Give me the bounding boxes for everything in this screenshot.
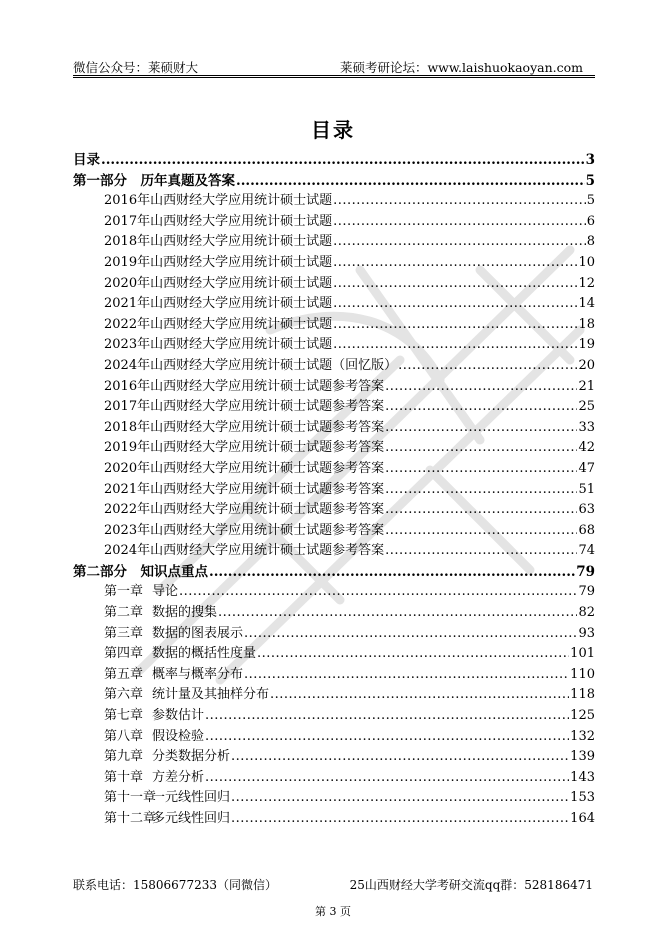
toc-entry-title (104, 644, 256, 665)
toc-page-number: 68 (578, 522, 595, 538)
toc-dot-leader (236, 171, 585, 192)
footer-qq-group: 25山西财经大学考研交流qq群：528186471 (349, 878, 593, 892)
toc-page-number: 82 (578, 605, 595, 621)
toc-page-number: 42 (578, 440, 595, 456)
toc-chapter-number: 第二章 (104, 605, 144, 621)
toc-entry-title: 2016年山西财经大学应用统计硕士试题 (104, 193, 333, 209)
toc-entry[interactable] (73, 788, 595, 809)
toc-entry-title (104, 603, 217, 624)
toc-dot-leader (333, 335, 577, 356)
toc-entry-title: 目录 (73, 152, 100, 168)
toc-entry[interactable] (73, 356, 595, 377)
toc-entry[interactable] (73, 644, 595, 665)
toc-chapter-number: 第十二章 (104, 811, 157, 826)
toc-chapter-title: 统计量及其抽样分布 (152, 687, 270, 703)
toc-entry[interactable] (73, 541, 595, 562)
toc-chapter-number: 第十一章 (104, 790, 157, 806)
toc-page-number: 110 (570, 666, 595, 682)
toc-entry-title: 2023年山西财经大学应用统计硕士试题 (104, 337, 333, 353)
toc-entry-title: 2018年山西财经大学应用统计硕士试题参考答案 (104, 419, 385, 435)
toc-dot-leader (218, 603, 577, 624)
toc-entry[interactable] (73, 418, 595, 439)
toc-entry-title: 2018年山西财经大学应用统计硕士试题 (104, 234, 333, 250)
toc-entry-title (104, 665, 243, 686)
toc-page-number: 143 (570, 769, 595, 785)
toc-dot-leader (205, 706, 569, 727)
toc-page-number: 164 (570, 811, 595, 826)
toc-entry[interactable] (73, 253, 595, 274)
toc-page-number: 14 (578, 296, 595, 312)
toc-page-number: 19 (578, 337, 595, 353)
toc-entry[interactable] (73, 191, 595, 212)
toc-chapter-number: 第八章 (104, 728, 144, 744)
toc-dot-leader (257, 644, 569, 665)
toc-entry[interactable] (73, 768, 595, 789)
toc-chapter-number: 第十章 (104, 769, 144, 785)
toc-entry[interactable] (73, 809, 595, 830)
toc-entry[interactable] (73, 171, 595, 192)
toc-entry-title: 2024年山西财经大学应用统计硕士试题（回忆版） (104, 357, 398, 373)
toc-page-number: 6 (586, 213, 595, 229)
toc-entry-title: 2019年山西财经大学应用统计硕士试题 (104, 254, 333, 270)
toc-entry-title: 2016年山西财经大学应用统计硕士试题参考答案 (104, 378, 385, 394)
toc-entry[interactable] (73, 274, 595, 295)
toc-chapter-title: 数据的搜集 (152, 605, 218, 621)
toc-chapter-number: 第七章 (104, 708, 144, 724)
toc-chapter-number: 第四章 (104, 646, 144, 662)
toc-chapter-title: 多元线性回归 (152, 811, 231, 826)
toc-chapter-title: 方差分析 (152, 769, 205, 785)
toc-dot-leader (385, 418, 577, 439)
toc-page-number: 139 (570, 749, 595, 765)
toc-chapter-number: 第五章 (104, 666, 144, 682)
toc-page-number: 10 (578, 254, 595, 270)
toc-chapter-title: 导论 (152, 584, 179, 600)
toc-entry-title: 2021年山西财经大学应用统计硕士试题 (104, 296, 333, 312)
toc-entry-title (104, 788, 230, 809)
toc-chapter-number: 第三章 (104, 625, 144, 641)
toc-dot-leader (398, 356, 577, 377)
toc-dot-leader (333, 315, 577, 336)
toc-dot-leader (333, 274, 577, 295)
toc-entry-title: 2017年山西财经大学应用统计硕士试题参考答案 (104, 399, 385, 415)
toc-dot-leader (385, 459, 577, 480)
header-rule (73, 75, 595, 76)
toc-page-number: 51 (578, 481, 595, 497)
toc-page-number: 21 (578, 378, 595, 394)
toc-entry-title (104, 706, 204, 727)
toc-entry[interactable] (73, 562, 595, 583)
toc-chapter-title: 分类数据分析 (152, 749, 231, 765)
toc-entry[interactable] (73, 706, 595, 727)
toc-entry-title: 2023年山西财经大学应用统计硕士试题参考答案 (104, 522, 385, 538)
toc-dot-leader (385, 521, 577, 542)
toc-page-number: 153 (570, 790, 595, 806)
toc-page-number: 8 (586, 234, 595, 250)
toc-entry-title: 第一部分 历年真题及答案 (73, 172, 235, 189)
toc-entry-title: 2022年山西财经大学应用统计硕士试题参考答案 (104, 502, 385, 518)
toc-dot-leader (385, 541, 577, 562)
toc-dot-leader (270, 685, 569, 706)
toc-page-number: 79 (576, 563, 595, 580)
toc-dot-leader (101, 150, 585, 171)
toc-dot-leader (333, 294, 577, 315)
toc-entry-title: 2020年山西财经大学应用统计硕士试题 (104, 275, 333, 291)
toc-dot-leader (244, 665, 569, 686)
toc-chapter-title: 数据的图表展示 (152, 625, 244, 641)
toc-page-number: 118 (570, 687, 595, 703)
toc-chapter-number: 第九章 (104, 749, 144, 765)
toc-page-number: 12 (578, 275, 595, 291)
toc-entry[interactable] (73, 582, 595, 603)
toc-chapter-title: 数据的概括性度量 (152, 646, 257, 662)
toc-dot-leader (385, 377, 577, 398)
toc-entry-title: 2022年山西财经大学应用统计硕士试题 (104, 316, 333, 332)
toc-entry[interactable] (73, 150, 595, 171)
toc-dot-leader (179, 582, 577, 603)
toc-entry[interactable] (73, 624, 595, 645)
toc-entry[interactable] (73, 459, 595, 480)
toc-dot-leader (231, 747, 569, 768)
toc-entry[interactable] (73, 377, 595, 398)
footer-contact-phone: 联系电话：15806677233（同微信） (73, 878, 277, 892)
toc-chapter-number: 第一章 (104, 584, 144, 600)
toc-chapter-title: 概率与概率分布 (152, 666, 244, 682)
toc-chapter-number: 第六章 (104, 687, 144, 703)
toc-entry[interactable] (73, 521, 595, 542)
toc-page-number: 125 (570, 708, 595, 724)
toc-dot-leader (209, 562, 575, 583)
toc-chapter-title: 一元线性回归 (152, 790, 231, 806)
toc-entry[interactable] (73, 685, 595, 706)
toc-page-number: 132 (570, 728, 595, 744)
toc-entry-title: 2019年山西财经大学应用统计硕士试题参考答案 (104, 440, 385, 456)
toc-dot-leader (333, 232, 586, 253)
page-header (73, 58, 593, 76)
toc-page-number: 25 (578, 399, 595, 415)
toc-page-number: 63 (578, 502, 595, 518)
toc-dot-leader (333, 212, 586, 233)
toc-dot-leader (244, 624, 577, 645)
toc-page-number: 79 (578, 584, 595, 600)
toc-entry[interactable] (73, 212, 595, 233)
toc-page-number: 93 (578, 625, 595, 641)
toc-entry[interactable] (73, 480, 595, 501)
toc-entry-title: 2021年山西财经大学应用统计硕士试题参考答案 (104, 481, 385, 497)
toc-entry[interactable] (73, 294, 595, 315)
toc-entry[interactable] (73, 315, 595, 336)
toc-entry-title: 第二部分 知识点重点 (73, 563, 208, 580)
toc-dot-leader (333, 191, 586, 212)
toc-entry-title (104, 624, 243, 645)
toc-dot-leader (333, 253, 577, 274)
toc-entry-title (104, 685, 269, 706)
toc-chapter-title: 假设检验 (152, 728, 205, 744)
toc-entry-title: 2024年山西财经大学应用统计硕士试题参考答案 (104, 543, 385, 559)
toc-dot-leader (231, 788, 569, 809)
toc-entry[interactable] (73, 603, 595, 624)
toc-entry-title (104, 768, 204, 789)
toc-entry-title (104, 809, 230, 830)
toc-dot-leader (231, 809, 569, 830)
toc-chapter-title: 参数估计 (152, 708, 205, 724)
toc-entry-title: 2020年山西财经大学应用统计硕士试题参考答案 (104, 460, 385, 476)
table-of-contents (73, 150, 595, 830)
header-forum-url: 莱硕考研论坛：www.laishuokaoyan.com (339, 60, 583, 75)
toc-entry-title (104, 582, 178, 603)
header-rule-secondary (73, 77, 595, 78)
toc-entry-title: 2017年山西财经大学应用统计硕士试题 (104, 213, 333, 229)
toc-page-number: 5 (586, 193, 595, 209)
toc-page-number: 20 (578, 357, 595, 373)
toc-dot-leader (385, 438, 577, 459)
toc-page-number: 18 (578, 316, 595, 332)
toc-entry[interactable] (73, 438, 595, 459)
toc-page-number: 101 (570, 646, 595, 662)
toc-entry[interactable] (73, 232, 595, 253)
toc-entry[interactable] (73, 747, 595, 768)
toc-entry[interactable] (73, 397, 595, 418)
toc-entry[interactable] (73, 727, 595, 748)
toc-entry[interactable] (73, 665, 595, 686)
toc-entry-title (104, 747, 230, 768)
toc-entry[interactable] (73, 335, 595, 356)
toc-dot-leader (385, 480, 577, 501)
toc-entry-title (104, 727, 204, 748)
toc-dot-leader (385, 500, 577, 521)
toc-entry[interactable] (73, 500, 595, 521)
page-title: 目录 (311, 118, 355, 142)
page-number: 第 3 页 (315, 905, 351, 918)
toc-page-number: 3 (585, 152, 595, 168)
toc-dot-leader (205, 768, 569, 789)
toc-page-number: 74 (578, 543, 595, 559)
header-wechat-account: 微信公众号：莱硕财大 (73, 60, 199, 75)
toc-page-number: 5 (585, 172, 595, 189)
toc-page-number: 33 (578, 419, 595, 435)
toc-dot-leader (205, 727, 569, 748)
toc-page-number: 47 (578, 460, 595, 476)
toc-dot-leader (385, 397, 577, 418)
